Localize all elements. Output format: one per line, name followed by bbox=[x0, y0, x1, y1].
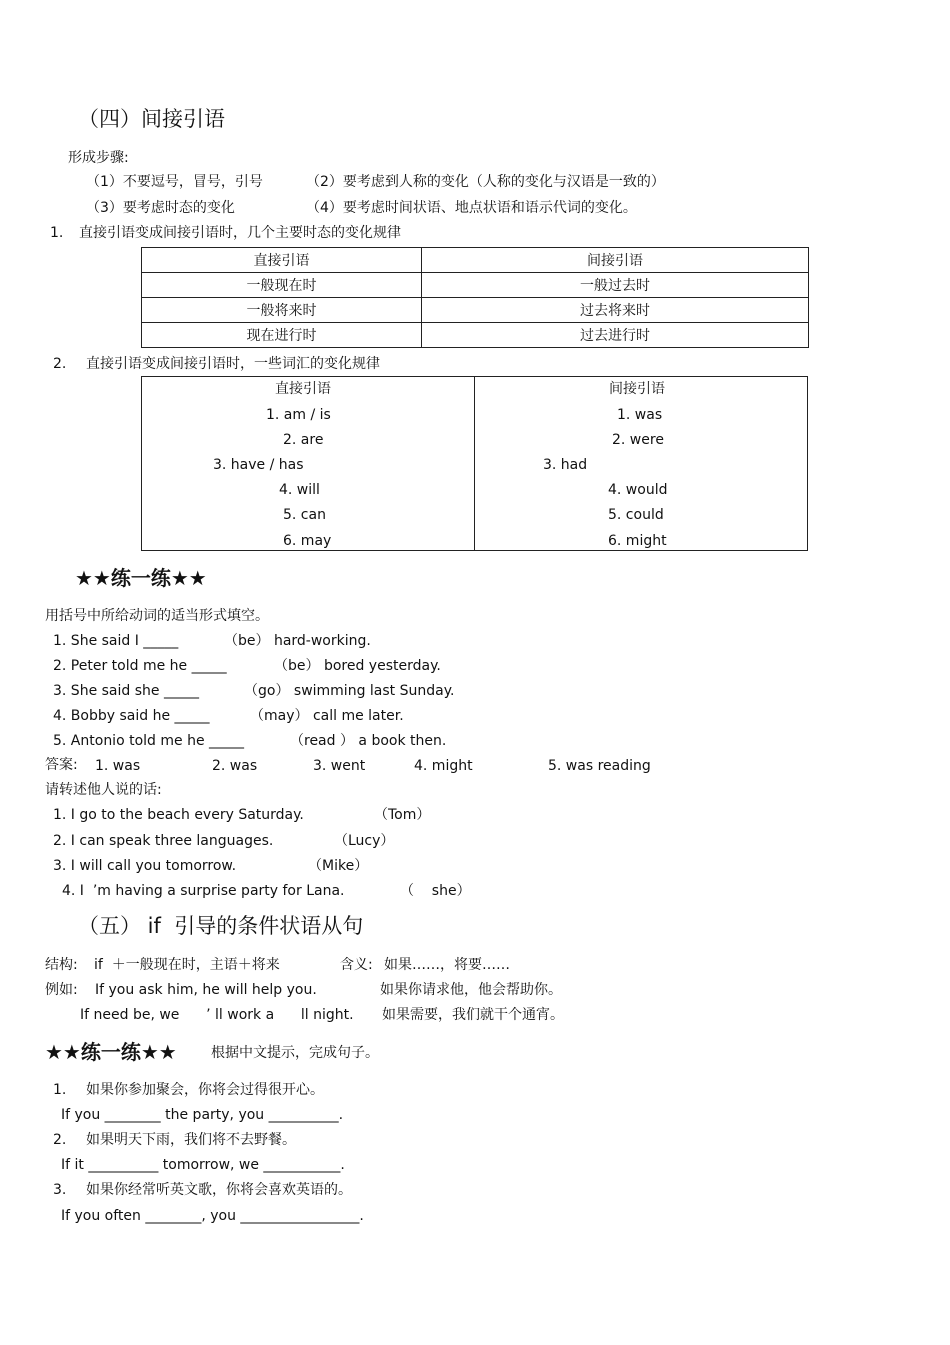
exercise-question: 5. Antonio told me he _____ bbox=[53, 733, 245, 749]
exercise-verb: （read ） a book then. bbox=[290, 733, 447, 749]
exercise-question: 1. She said I _____ bbox=[53, 633, 179, 649]
structure-label: 结构: bbox=[45, 957, 78, 973]
exercise-verb: （be） bored yesterday. bbox=[274, 658, 441, 674]
sentence-number: 2. bbox=[53, 1132, 67, 1148]
answer-label: 答案: bbox=[45, 757, 78, 773]
practice-instruction: 根据中文提示，完成句子。 bbox=[211, 1045, 379, 1061]
rule1-number: 1. bbox=[50, 225, 64, 241]
exercise-verb: （be） hard-working. bbox=[224, 633, 371, 649]
vocab-header-direct: 直接引语 bbox=[275, 381, 331, 397]
sentence-chinese: 如果你参加聚会，你将会过得很开心。 bbox=[86, 1082, 324, 1098]
sentence-number: 1. bbox=[53, 1082, 67, 1098]
table-cell: 一般现在时 bbox=[142, 273, 422, 298]
report-question: 1. I go to the beach every Saturday. bbox=[53, 807, 304, 823]
report-question: 3. I will call you tomorrow. bbox=[53, 858, 237, 874]
vocab-indirect-item: 3. had bbox=[543, 457, 588, 473]
answer-item: 2. was bbox=[212, 758, 258, 774]
exercise-verb: （go） swimming last Sunday. bbox=[244, 683, 455, 699]
structure-text: if ＋一般现在时，主语＋将来 bbox=[94, 957, 280, 973]
table-cell: 一般将来时 bbox=[142, 298, 422, 323]
report-speaker: （Lucy） bbox=[334, 833, 395, 849]
sentence-english: If it __________ tomorrow, we ___________. bbox=[61, 1157, 345, 1173]
sentence-english: If you often ________, you _________________. bbox=[61, 1208, 364, 1224]
rule2-text: 直接引语变成间接引语时，一些词汇的变化规律 bbox=[86, 356, 380, 372]
example-chinese: 如果你请求他，他会帮助你。 bbox=[380, 982, 562, 998]
rule1-text: 直接引语变成间接引语时，几个主要时态的变化规律 bbox=[79, 225, 401, 241]
vocab-direct-item: 5. can bbox=[283, 507, 326, 523]
table-row bbox=[142, 323, 809, 348]
table-row bbox=[142, 298, 809, 323]
vocab-indirect-item: 6. might bbox=[608, 533, 667, 549]
example-label: 例如: bbox=[45, 982, 78, 998]
rule2-number: 2. bbox=[53, 356, 67, 372]
vocab-direct-item: 4. will bbox=[279, 482, 320, 498]
section-title: （五） if 引导的条件状语从句 bbox=[78, 914, 364, 938]
report-question: 2. I can speak three languages. bbox=[53, 833, 274, 849]
example-english: If need be, we ’ ll work a ll night. bbox=[80, 1007, 354, 1023]
practice-title: ★★练一练★★ bbox=[45, 1040, 177, 1064]
table-cell: 现在进行时 bbox=[142, 323, 422, 348]
sentence-chinese: 如果你经常听英文歌，你将会喜欢英语的。 bbox=[86, 1182, 352, 1198]
example-english: If you ask him, he will help you. bbox=[95, 982, 317, 998]
section-title: （四）间接引语 bbox=[78, 107, 225, 131]
table-cell: 过去进行时 bbox=[422, 323, 809, 348]
practice-title: ★★练一练★★ bbox=[75, 566, 207, 590]
tense-table bbox=[141, 247, 809, 348]
table-cell: 一般过去时 bbox=[422, 273, 809, 298]
answer-item: 5. was reading bbox=[548, 758, 651, 774]
vocab-direct-item: 1. am / is bbox=[266, 407, 331, 423]
vocab-direct-item: 6. may bbox=[283, 533, 332, 549]
vocab-indirect-item: 5. could bbox=[608, 507, 664, 523]
answer-item: 1. was bbox=[95, 758, 141, 774]
report-speaker: （Mike） bbox=[308, 858, 369, 874]
exercise-question: 3. She said she _____ bbox=[53, 683, 199, 699]
step-2: （2）要考虑到人称的变化（人称的变化与汉语是一致的） bbox=[306, 174, 665, 190]
step-1: （1）不要逗号，冒号，引号 bbox=[86, 174, 263, 190]
example-chinese: 如果需要，我们就干个通宵。 bbox=[382, 1007, 564, 1023]
meaning-label: 含义: bbox=[340, 957, 373, 973]
table-header-cell: 间接引语 bbox=[422, 248, 809, 273]
vocab-table-divider bbox=[474, 377, 475, 550]
vocab-header-indirect: 间接引语 bbox=[609, 381, 665, 397]
answer-item: 4. might bbox=[414, 758, 473, 774]
answer-item: 3. went bbox=[313, 758, 366, 774]
vocab-indirect-item: 1. was bbox=[617, 407, 663, 423]
table-header-cell: 直接引语 bbox=[142, 248, 422, 273]
report-label: 请转述他人说的话: bbox=[45, 782, 162, 798]
exercise-question: 2. Peter told me he _____ bbox=[53, 658, 227, 674]
vocab-indirect-item: 2. were bbox=[612, 432, 664, 448]
meaning-text: 如果……，将要…… bbox=[384, 957, 510, 973]
exercise-verb: （may） call me later. bbox=[250, 708, 404, 724]
vocab-direct-item: 2. are bbox=[283, 432, 324, 448]
report-speaker: （ she） bbox=[400, 883, 471, 899]
sentence-chinese: 如果明天下雨，我们将不去野餐。 bbox=[86, 1132, 296, 1148]
vocab-direct-item: 3. have / has bbox=[213, 457, 304, 473]
sentence-english: If you ________ the party, you __________. bbox=[61, 1107, 344, 1123]
step-4: （4）要考虑时间状语、地点状语和语示代词的变化。 bbox=[306, 200, 637, 216]
practice-instruction: 用括号中所给动词的适当形式填空。 bbox=[45, 608, 269, 624]
sentence-number: 3. bbox=[53, 1182, 67, 1198]
vocab-indirect-item: 4. would bbox=[608, 482, 668, 498]
steps-label: 形成步骤: bbox=[68, 150, 129, 166]
exercise-question: 4. Bobby said he _____ bbox=[53, 708, 210, 724]
report-question: 4. I ’m having a surprise party for Lana. bbox=[62, 883, 345, 899]
table-header-row bbox=[142, 248, 809, 273]
table-row bbox=[142, 273, 809, 298]
report-speaker: （Tom） bbox=[374, 807, 431, 823]
step-3: （3）要考虑时态的变化 bbox=[86, 200, 235, 216]
table-cell: 过去将来时 bbox=[422, 298, 809, 323]
